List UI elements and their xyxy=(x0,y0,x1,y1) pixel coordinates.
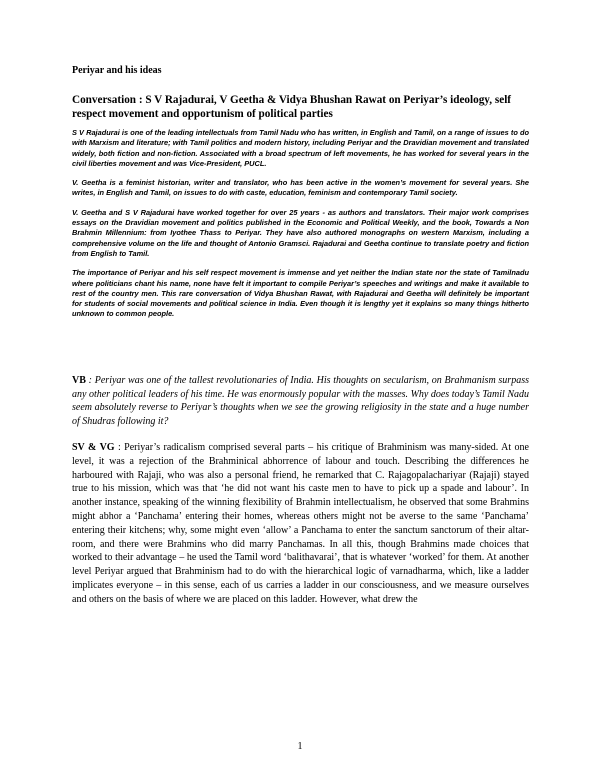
intro-paragraph-importance: The importance of Periyar and his self respect movement is immense and yet neither the Indian state nor the state of Tamilnadu where politicians chant his name, none have felt it important to compile Periyar’s speeches and writings and make it available to rest of the country men. This rare conversation of Vidya Bhushan Rawat, with Rajadurai and Geetha will definitely be important for students of social movements and political science in India. Even though it is lengthy yet it explains so many things hitherto unknown to common people. xyxy=(72,268,529,319)
intro-paragraph-geetha: V. Geetha is a feminist historian, writer and translator, who has been active in the women’s movement for several years. She writes, in English and Tamil, on issues to do with caste, education, feminism and contemporary Tamil society. xyxy=(72,178,529,198)
intro-paragraph-rajadurai: S V Rajadurai is one of the leading intellectuals from Tamil Nadu who has written, in English and Tamil, on a range of issues to do with Marxism and literature; with Tamil politics and modern history, including Periyar and the Dravidian movement and translated widely, both fiction and non-fiction. Associated with a broad spectrum of left movements, he has worked for several years in the civil liberties movement and was Vice-President, PUCL. xyxy=(72,128,529,168)
document-page xyxy=(72,64,529,619)
section-spacer xyxy=(72,329,529,374)
intro-paragraph-joint-work: V. Geetha and S V Rajadurai have worked together for over 25 years - as authors and translators. Their major work comprises essays on the Dravidian movement and politics published in the Economic and Political Weekly, and the book, Towards a Non Brahmin Millennium: from Iyothee Thass to Periyar. They have also authored monographs on western Marxism, including a comprehensive volume on the life and thought of Antonio Gramsci. Rajadurai and Geetha continue to translate poetry and fiction from English to Tamil. xyxy=(72,207,529,258)
page-number: 1 xyxy=(297,741,303,752)
answer-paragraph xyxy=(72,441,529,607)
answer-text: Periyar’s radicalism comprised several parts – his critique of Brahminism was many-sided. At one level, it was a rejection of the Brahminical abhorrence of labour and touch. Describing the differences he harboured with Rajaji, who was also a personal friend, he remarked that C. Rajagopalachariyar (Rajaji) stayed true to his mission, which was that ‘he did not want his caste men to have to pick up a spade and labour’. In another instance, speaking of the winning flexibility of Brahmin intellectualism, he observed that some Brahmins might abhor a ‘Panchama’ entering their homes, whereas others might not be averse to the same ‘Panchama’ entering their kitchens; why, some might even ‘allow’ a Panchama to enter the sanctum sanctorum of their altar-room, and there were Brahmins who did marry Panchamas. In all this, though Brahmins made choices that worked to their advantage – he used the Tamil word ‘balithavarai’, that is whatever ‘worked’ for them. At another level Periyar argued that Brahminism had to do with the hierarchical logic of varnadharma, which, like a ladder implicates everyone – in this sense, each of us carries a ladder in our consciousness, and we measure ourselves and others on the basis of where we are placed on this ladder. However, what drew the xyxy=(72,441,529,605)
document-topic-heading: Periyar and his ideas xyxy=(72,65,162,76)
question-separator: : xyxy=(85,374,95,386)
question-paragraph xyxy=(72,374,529,429)
question-speaker: VB xyxy=(72,374,86,386)
conversation-title: Conversation : S V Rajadurai, V Geetha & Vidya Bhushan Rawat on Periyar’s ideology, self respect movement and opportunism of political parties xyxy=(72,94,512,120)
answer-separator: : xyxy=(114,441,125,453)
question-text: Periyar was one of the tallest revolutionaries of India. His thoughts on secularism, on Brahmanism surpass any other political leaders of his time. He was enormously popular with the masses. Why does today’s Tamil Nadu seem absolutely reverse to Periyar’s thoughts when we see the growing religiosity in the state and a huge number of Shudras following it? xyxy=(72,374,529,428)
answer-speaker: SV & VG xyxy=(72,441,115,453)
